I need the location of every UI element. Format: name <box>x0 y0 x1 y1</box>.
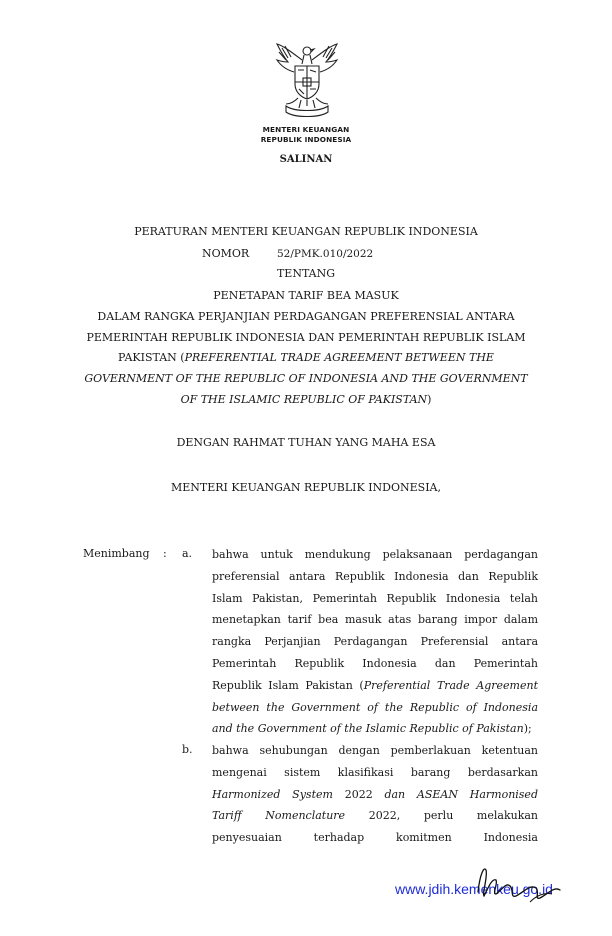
item-a-line-9 <box>212 718 538 740</box>
item-a-line-1: bahwa untuk mendukung pelaksanaan perdagangan <box>212 548 538 561</box>
item-b-line-1: bahwa sehubungan dengan pemberlakuan ketentuan <box>212 744 538 757</box>
item-a-line-5: rangka Perjanjian Perdagangan Preferensial antara <box>212 635 538 649</box>
item-b-paragraph <box>212 740 538 849</box>
subject-line-4-plain: PAKISTAN ( <box>118 351 185 364</box>
copy-label: SALINAN <box>279 154 333 165</box>
menimbang-colon: : <box>163 547 167 560</box>
item-b-line-2: mengenai sistem klasifikasi barang berdasarkan <box>212 765 538 779</box>
authority-line: MENTERI KEUANGAN REPUBLIK INDONESIA, <box>170 481 442 494</box>
item-a-marker: a. <box>182 547 193 560</box>
handwritten-signature-icon <box>470 860 570 910</box>
item-b-line-3-italic-a: Harmonized System <box>212 787 333 801</box>
item-a-line-2: preferensial antara Republik Indonesia dan Republik <box>212 569 538 583</box>
nomor-label: NOMOR <box>202 247 250 260</box>
item-a-line-7-plain: Republik Islam Pakistan ( <box>212 678 364 692</box>
item-a-line-7 <box>212 675 538 697</box>
subject-line-4-italic: PREFERENTIAL TRADE AGREEMENT BETWEEN THE <box>184 351 494 364</box>
subject-line-4 <box>0 348 612 368</box>
item-b-line-3-plain: 2022 <box>332 787 385 801</box>
subject-line-6 <box>0 390 612 410</box>
item-a-line-8-italic: between the Government of the Republic of Indonesia <box>212 700 538 714</box>
institution-line-2: REPUBLIK INDONESIA <box>260 135 352 144</box>
nomor-value: 52/PMK.010/2022 <box>277 248 374 260</box>
subject-line-6-close: ) <box>427 393 432 406</box>
subject-line-6-italic: OF THE ISLAMIC REPUBLIC OF PAKISTAN <box>180 393 428 406</box>
garuda-emblem-icon <box>274 42 340 118</box>
item-b-line-3 <box>212 784 538 806</box>
item-a-line-3: Islam Pakistan, Pemerintah Republik Indonesia telah <box>212 591 538 605</box>
menimbang-label: Menimbang <box>83 547 150 560</box>
item-b-line-3-italic-b: dan ASEAN Harmonised <box>384 787 538 801</box>
item-a-line-9-italic: and the Government of the Islamic Republic of Pakistan <box>212 722 524 736</box>
item-b-line-4-plain: 2022, perlu melakukan <box>345 809 539 823</box>
subject-line-3: PEMERINTAH REPUBLIK INDONESIA DAN PEMERINTAH REPUBLIK ISLAM <box>86 331 526 344</box>
item-b-marker: b. <box>182 743 193 756</box>
item-a-line-7-italic: Preferential Trade Agreement <box>363 678 538 692</box>
item-a-paragraph <box>212 544 538 740</box>
subject-line-1: PENETAPAN TARIF BEA MASUK <box>213 289 399 302</box>
regulation-title: PERATURAN MENTERI KEUANGAN REPUBLIK INDONESIA <box>134 225 478 238</box>
subject-line-2: DALAM RANGKA PERJANJIAN PERDAGANGAN PREFERENSIAL ANTARA <box>97 310 515 323</box>
item-b-line-5: penyesuaian terhadap komitmen Indonesia <box>212 831 538 845</box>
subject-line-5-italic: GOVERNMENT OF THE REPUBLIC OF INDONESIA AND THE GOVERNMENT <box>84 372 528 385</box>
institution-line-1: MENTERI KEUANGAN <box>262 125 350 134</box>
item-a-line-9-close: ); <box>523 722 532 736</box>
item-b-line-4-italic: Tariff Nomenclature <box>212 809 346 823</box>
tentang-label: TENTANG <box>276 267 336 280</box>
invocation: DENGAN RAHMAT TUHAN YANG MAHA ESA <box>176 436 436 449</box>
item-b-line-4 <box>212 805 538 827</box>
subject-line-5 <box>0 369 612 389</box>
jdih-website-link[interactable]: www.jdih.kemenkeu.go.id <box>395 881 553 897</box>
item-a-line-4: menetapkan tarif bea masuk atas barang impor dalam <box>212 613 538 627</box>
item-a-line-8 <box>212 697 538 719</box>
item-a-line-6: Pemerintah Republik Indonesia dan Pemerintah <box>212 656 538 670</box>
